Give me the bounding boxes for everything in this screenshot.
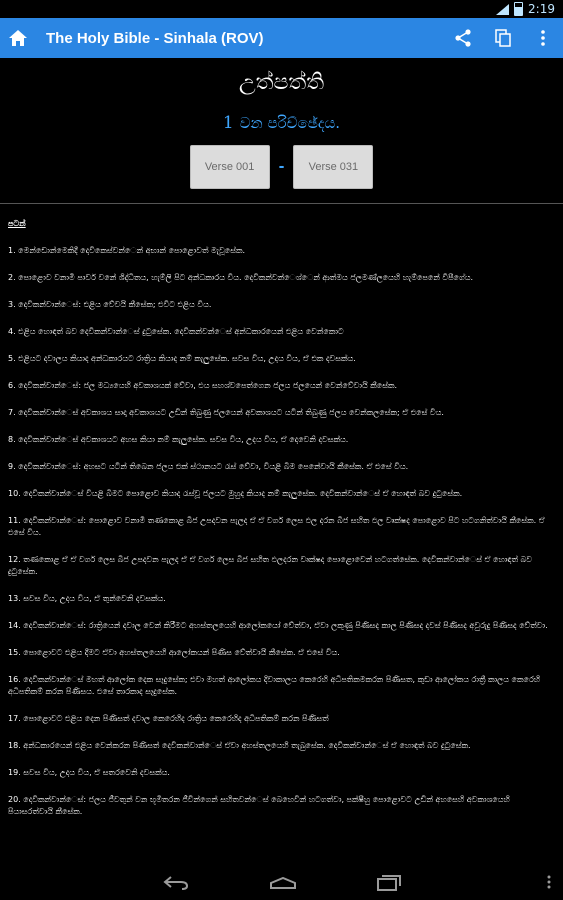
copy-icon xyxy=(495,29,511,47)
verse-from-button[interactable]: Verse 001 xyxy=(190,145,270,189)
chapter-label: වන පරිච්ඡේදය. xyxy=(239,114,341,132)
verse-item: 9. දෙවිකන්වාන්ෙස්: අහසට යටින් තිබෙන ජලය එක් ස්ථානයට රැස් වේවා, වියළි බිම පෙනේවායි කීසේක. ඒ එසේ විය. xyxy=(8,462,409,471)
verse-item: 11. දෙවිකන්වාන්ෙස්: පොළොව වනාමී තණකොළ බීජ උපදවන පැලද ඒ ඒ වර්ග ලෙස ඵල දරන බීජ සහිත ඵල වෘක්ෂද පොළොව පිට හටගනිත්වායි කීසේක. ඒ එසේ විය. xyxy=(8,516,545,537)
verse-item: 14. දෙවිකන්වාන්ෙස්: රාත්‍රියෙන් දවාල වෙන් කිරීමට අහස්තලයෙහි ආලෝකයෝ වේත්වා, ඒවා ලකුණු පිණිසද කාල පිණිසද දවස් පිණිසද අවුරුදු පිණිසද වේත්වා. xyxy=(8,621,548,630)
verse-item: 4. එළිය හොඳත් බව දෙවිකන්වාන්ෙස් දුටුසේක. දෙවිකන්වන්ෙස් අන්ධකාරයෙන් එළිය වෙන්කොට xyxy=(8,327,344,336)
overflow-menu-icon xyxy=(541,30,545,46)
verse-item: 10. දෙවිකන්වාන්ෙස් වියළි බිමට පොළොව කියාද රැස්වූ ජලයට මුහුද කියාද නම් කැලුසේක. දෙවිකන්වාන්ෙස් ඒ හොඳත් බව දුටුසේක. xyxy=(8,489,463,498)
verse-item: 8. දෙවිකන්වාන්ෙස් අවකාශයට අහස කියා නම් කැලුසේක. සවස විය, උදය විය, ඒ දෙවෙනි දවසක්ය. xyxy=(8,435,349,444)
verse-item: 18. අන්ධකාරයෙන් එළිය වෙන්කරන පිණිසත් දෙවිකන්වාන්ෙස් ඒවා අහස්තලයෙහි තැබුසේක. දෙවිකන්වාන්ෙස් ඒ හොඳත් බව දුටුසේක. xyxy=(8,741,471,750)
recent-apps-button[interactable] xyxy=(377,875,401,891)
verse-item: 6. දෙවිකන්වාන්ෙස්: ජල මධ්‍යයෙහි අවකාශයක් වේවා, එය සහශ්වපෙත්ගෙන ජලය ජලයෙන් වෙන්වේවායි කීසේක. xyxy=(8,381,397,390)
status-bar xyxy=(0,0,563,18)
verse-item: 7. දෙවිකන්වාන්ෙස් අවකාශය සාදා අවකාශයට උඩින් තිබුණු ජලයෙන් අවකාශයට යටින් තිබුණු ජලය වෙන්කලසේක; ඒ එසේ විය. xyxy=(8,408,444,417)
chapter-heading xyxy=(0,113,563,133)
status-time: 2:19 xyxy=(528,2,555,16)
status-icons xyxy=(496,2,555,16)
overflow-menu-button[interactable] xyxy=(523,18,563,58)
share-icon xyxy=(454,29,472,47)
verse-item: 16. දෙවිකන්වාන්ෙස් මහත් ආලෝක දෙක සෑදුසේක; එවා මහත් ආලෝකය දිවාකාලය කෙරෙහි අධිපතිකමකරන පිණිසත, කුඩා ආලෝකය රාත්‍රී කාලය කෙරෙහි අධිපතිකම් කරන පිණිසය. එසේ තාරකාද සෑදුසේක. xyxy=(8,675,541,696)
copy-button[interactable] xyxy=(483,18,523,58)
signal-icon xyxy=(496,4,509,15)
verse-item: 1. මෙන්ඩොන්මෙකිදී දෙවිකෙස්වන්ෙන් අභාන් පොළොවත් මැවූසේක. xyxy=(8,246,246,255)
navigation-bar xyxy=(0,866,563,900)
verse-to-button[interactable]: Verse 031 xyxy=(293,145,373,189)
action-icons xyxy=(443,18,563,58)
verse-item: 17. පොළොවට එළිය දෙන පිණිසත් දවාල කෙරෙහිද රාත්‍රිය කෙරෙහිද අධිපතිකම් කරන පිණිසත් xyxy=(8,714,329,723)
verse-item: 15. පොළොවට එළිය දීමට ඒවා අහස්තලයෙහි ආලෝකයන් පිණිස වේත්වායි කීසේක. ඒ එසේ විය. xyxy=(8,648,340,657)
verse-item: 3. දෙවිකන්වාන්ෙස්: එළිය වේවයි කීසේක; එවිට එළිය විය. xyxy=(8,300,212,309)
verse-range-separator: - xyxy=(278,159,285,175)
verse-item: 2. පොළොව වනාමී පාවර් වනේ ශිද්ධිතය, හැම්ලි පිට අන්ධකාරය විය. දෙවිකන්වන්ෙශ්ෙන් ආත්මය ජලමණ්ලයෙහි හැම්පෙනේ වීපීගේය. xyxy=(8,273,473,282)
verse-list xyxy=(0,204,563,818)
home-icon xyxy=(9,30,27,46)
verse-item: 20. දෙවිකන්වාන්ෙස්: ජලය ජීවතුන් වන භූමිතරන ජීවීන්ගෙන් සහිතවන්ෙස් බෙහෙවින් හටගත්වා, පක්ෂීහු පොළොවට උඩින් අහසෙහි අවකාශයෙහි පියාසරත්වායි කීසේක. xyxy=(8,795,510,816)
book-title: උත්පත්ති xyxy=(238,70,325,95)
app-title: The Holy Bible - Sinhala (ROV) xyxy=(46,29,264,47)
home-nav-button[interactable] xyxy=(269,877,297,889)
section-heading: පටන් xyxy=(8,219,26,228)
nav-menu-icon[interactable] xyxy=(547,875,551,889)
verse-item: 19. සවස විය, උදය විය, ඒ සතරවෙනි දවසක්ය. xyxy=(8,768,170,777)
share-button[interactable] xyxy=(443,18,483,58)
verse-range-nav xyxy=(0,145,563,189)
verse-item: 13. සවස විය, උදය විය, ඒ තුන්වෙනි දවසක්ය. xyxy=(8,594,166,603)
chapter-number: 1 xyxy=(222,113,234,133)
home-button[interactable] xyxy=(0,18,36,58)
verse-item: 5. එළියට දවාලය කියාද අන්ධකාරයට රාත්‍රිය කියාද නම් කැලුසේක. සවස විය, උදය විය, ඒ එක දවසක්ය. xyxy=(8,354,356,363)
verse-item: 12. තණකොළ ඒ ඒ වර්ග ලෙස බීජ උපදවන පැලද ඒ ඒ වර්ග ලෙස බීජ සහිත ඵලදරන වෘක්ෂද පොළොවෙන් හටගත්සේක. දෙවිකන්වාන්ෙස් ඒ හොඳත් බව දුටුසේක. xyxy=(8,555,533,576)
battery-icon xyxy=(514,2,523,16)
chapter-content[interactable] xyxy=(0,58,563,866)
back-button[interactable] xyxy=(163,876,189,890)
action-bar xyxy=(0,18,563,58)
